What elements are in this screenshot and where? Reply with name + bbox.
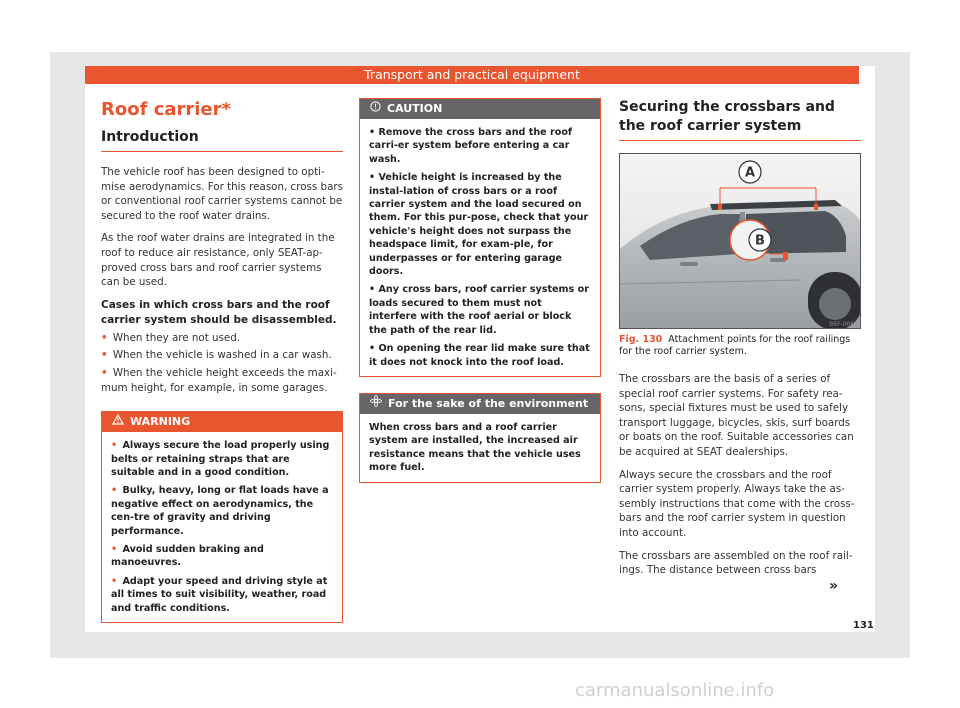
column-right [619,98,861,578]
list-item: • Always secure the load properly using belts or retaining straps that are suitable and in a good condition. [111,440,330,478]
section-title: Roof carrier* [101,99,231,120]
environment-text: When cross bars and a roof carrier system are installed, the increased air resistance means that the vehicle uses more fuel. [369,421,581,474]
figure-label-b: B [755,233,765,249]
figure-label-a: A [744,165,756,181]
list-item: • Bulky, heavy, long or flat loads have a negative effect on aerodynamics, the cen-tre of gravity and driving performance. [111,485,329,537]
paragraph: The vehicle roof has been designed to opti-mise aerodynamics. For this reason, cross bars or conventional roof carrier systems cannot be secured to the roof water drains. [101,166,343,222]
column-left [101,98,343,623]
section-subtitle: Introduction [101,129,343,152]
paragraph: The crossbars are assembled on the roof rail-ings. The distance between cross bars [619,549,853,577]
warning-header: WARNING [102,412,342,432]
warning-box [101,411,343,623]
list-item: • Remove the cross bars and the roof carri-er system before entering a car wash. [369,127,573,165]
paragraph: The crossbars are the basis of a series of special roof carrier systems. For safety rea-sons, special fixtures must be used to safely transport luggage, bicycles, skis, surf boards or boats on the roof. Suitable accessories can be acquired at SEAT dealerships. [619,373,854,458]
environment-header: For the sake of the environment [360,394,600,414]
figure-code: B6F-0064 [829,321,858,328]
leaf-icon [370,394,382,414]
warning-triangle-icon [112,412,124,432]
section-title: Securing the crossbars and the roof carrier system [619,98,861,141]
list-item: • When the vehicle is washed in a car wash. [101,349,332,362]
list-item: • Vehicle height is increased by the instal-lation of cross bars or a roof carrier system and the load secured on them. For this pur-pose, check that your vehicle's height does not surpass the headspace limit, for exam-ple, for underpasses or for entering garage doors. [369,172,589,278]
list-item: • When they are not used. [101,331,241,344]
list-item: • On opening the rear lid make sure that it does not knock into the roof load. [369,343,590,368]
subheading: Cases in which cross bars and the roof carrier system should be disassembled. [101,298,337,326]
environment-box [359,393,601,483]
figure-image [619,153,861,329]
watermark: carmanualsonline.info [575,680,775,701]
page-number: 131 [853,620,874,631]
caution-header: CAUTION [360,99,600,119]
continue-marker: » [829,578,839,594]
paragraph: As the roof water drains are integrated in the roof to reduce air resistance, only SEAT-ap-proved cross bars and roof carrier systems can be used. [101,232,335,289]
column-middle [359,98,601,483]
list-item: • Any cross bars, roof carrier systems or loads secured to them must not interfere with the roof aerial or block the path of the rear lid. [369,284,589,336]
paragraph: Always secure the crossbars and the roof carrier system properly. Always take the as-sembly instructions that come with the cross-bars and the roof carrier system in question into account. [619,468,855,539]
chapter-header: Transport and practical equipment [85,66,859,84]
list-item: • Adapt your speed and driving style at all times to suit visibility, weather, road and traffic conditions. [111,575,328,614]
figure-caption: Fig. 130 Attachment points for the roof railings for the roof carrier system. [619,334,851,357]
list-item: • Avoid sudden braking and manoeuvres. [111,543,264,569]
info-circle-icon [370,99,381,119]
caution-box [359,98,601,377]
list-item: • When the vehicle height exceeds the maxi-mum height, for example, in some garages. [101,366,337,394]
